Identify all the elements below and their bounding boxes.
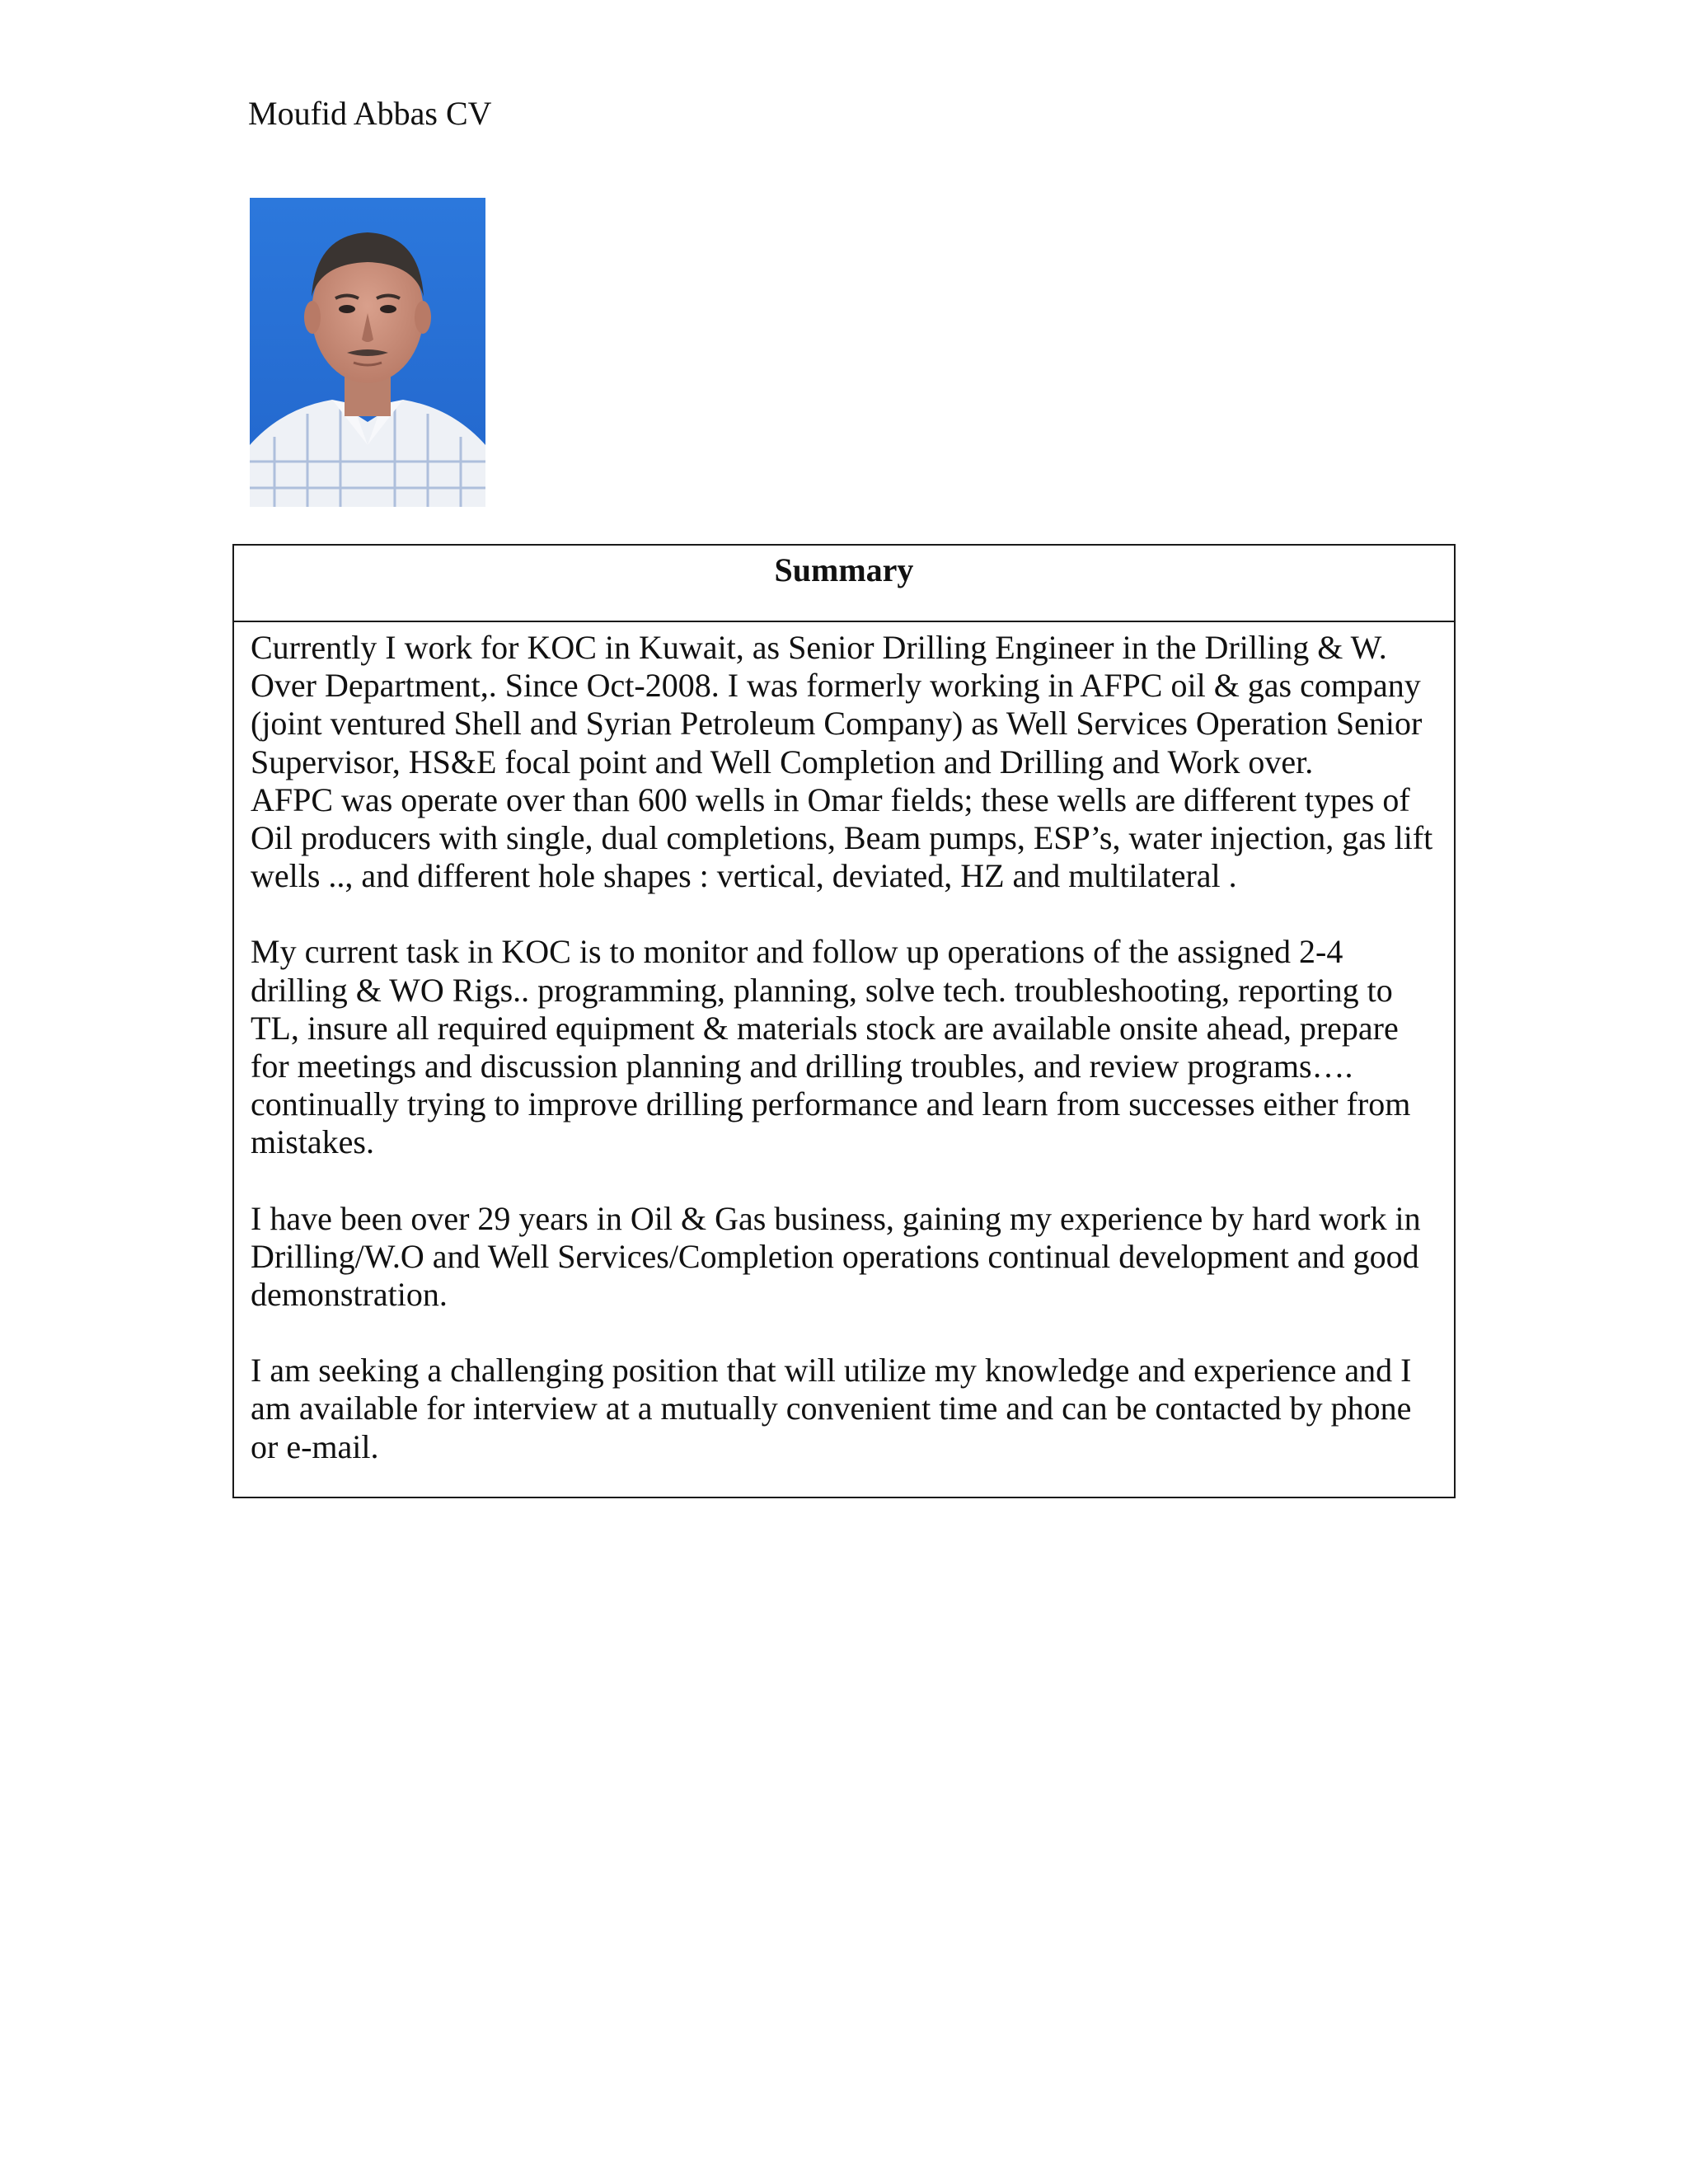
summary-paragraph [251, 1352, 1437, 1466]
text-line: My current task in KOC is to monitor and follow up operations of the assigned 2-4 [251, 933, 1343, 971]
profile-photo [250, 198, 485, 507]
summary-body [234, 622, 1454, 1466]
text-line: AFPC was operate over than 600 wells in Omar fields; these wells are different types of [251, 780, 1410, 818]
text-line: I am seeking a challenging position that will utilize my knowledge and experience and I [251, 1352, 1412, 1390]
summary-paragraph [251, 629, 1437, 895]
text-line: mistakes. [251, 1123, 374, 1161]
portrait-image [250, 198, 485, 507]
summary-heading: Summary [234, 546, 1454, 622]
text-line: Drilling/W.O and Well Services/Completion operations continual development and good [251, 1237, 1419, 1275]
text-line: Oil producers with single, dual completions, Beam pumps, ESP’s, water injection, gas lift [251, 819, 1433, 857]
text-line: continually trying to improve drilling performance and learn from successes either from [251, 1085, 1411, 1123]
text-line: demonstration. [251, 1276, 448, 1314]
text-line: Over Department,. Since Oct-2008. I was formerly working in AFPC oil & gas company [251, 667, 1421, 705]
text-line: Supervisor, HS&E focal point and Well Completion and Drilling and Work over. [251, 743, 1314, 780]
text-line: am available for interview at a mutually convenient time and can be contacted by phone [251, 1390, 1412, 1427]
page-title: Moufid Abbas CV [248, 95, 492, 132]
text-line: for meetings and discussion planning and drilling troubles, and review programs…. [251, 1047, 1353, 1085]
text-line: I have been over 29 years in Oil & Gas business, gaining my experience by hard work in [251, 1199, 1421, 1237]
text-line: or e-mail. [251, 1427, 379, 1465]
summary-section [232, 544, 1456, 1498]
text-line: Currently I work for KOC in Kuwait, as Senior Drilling Engineer in the Drilling & W. [251, 629, 1387, 666]
summary-paragraph [251, 1200, 1437, 1315]
summary-paragraph [251, 933, 1437, 1161]
text-line: drilling & WO Rigs.. programming, planning, solve tech. troubleshooting, reporting to [251, 971, 1393, 1009]
text-line: TL, insure all required equipment & materials stock are available onsite ahead, prepare [251, 1009, 1399, 1047]
text-line: wells .., and different hole shapes : vertical, deviated, HZ and multilateral . [251, 857, 1237, 895]
text-line: (joint ventured Shell and Syrian Petroleum Company) as Well Services Operation Senior [251, 705, 1423, 743]
